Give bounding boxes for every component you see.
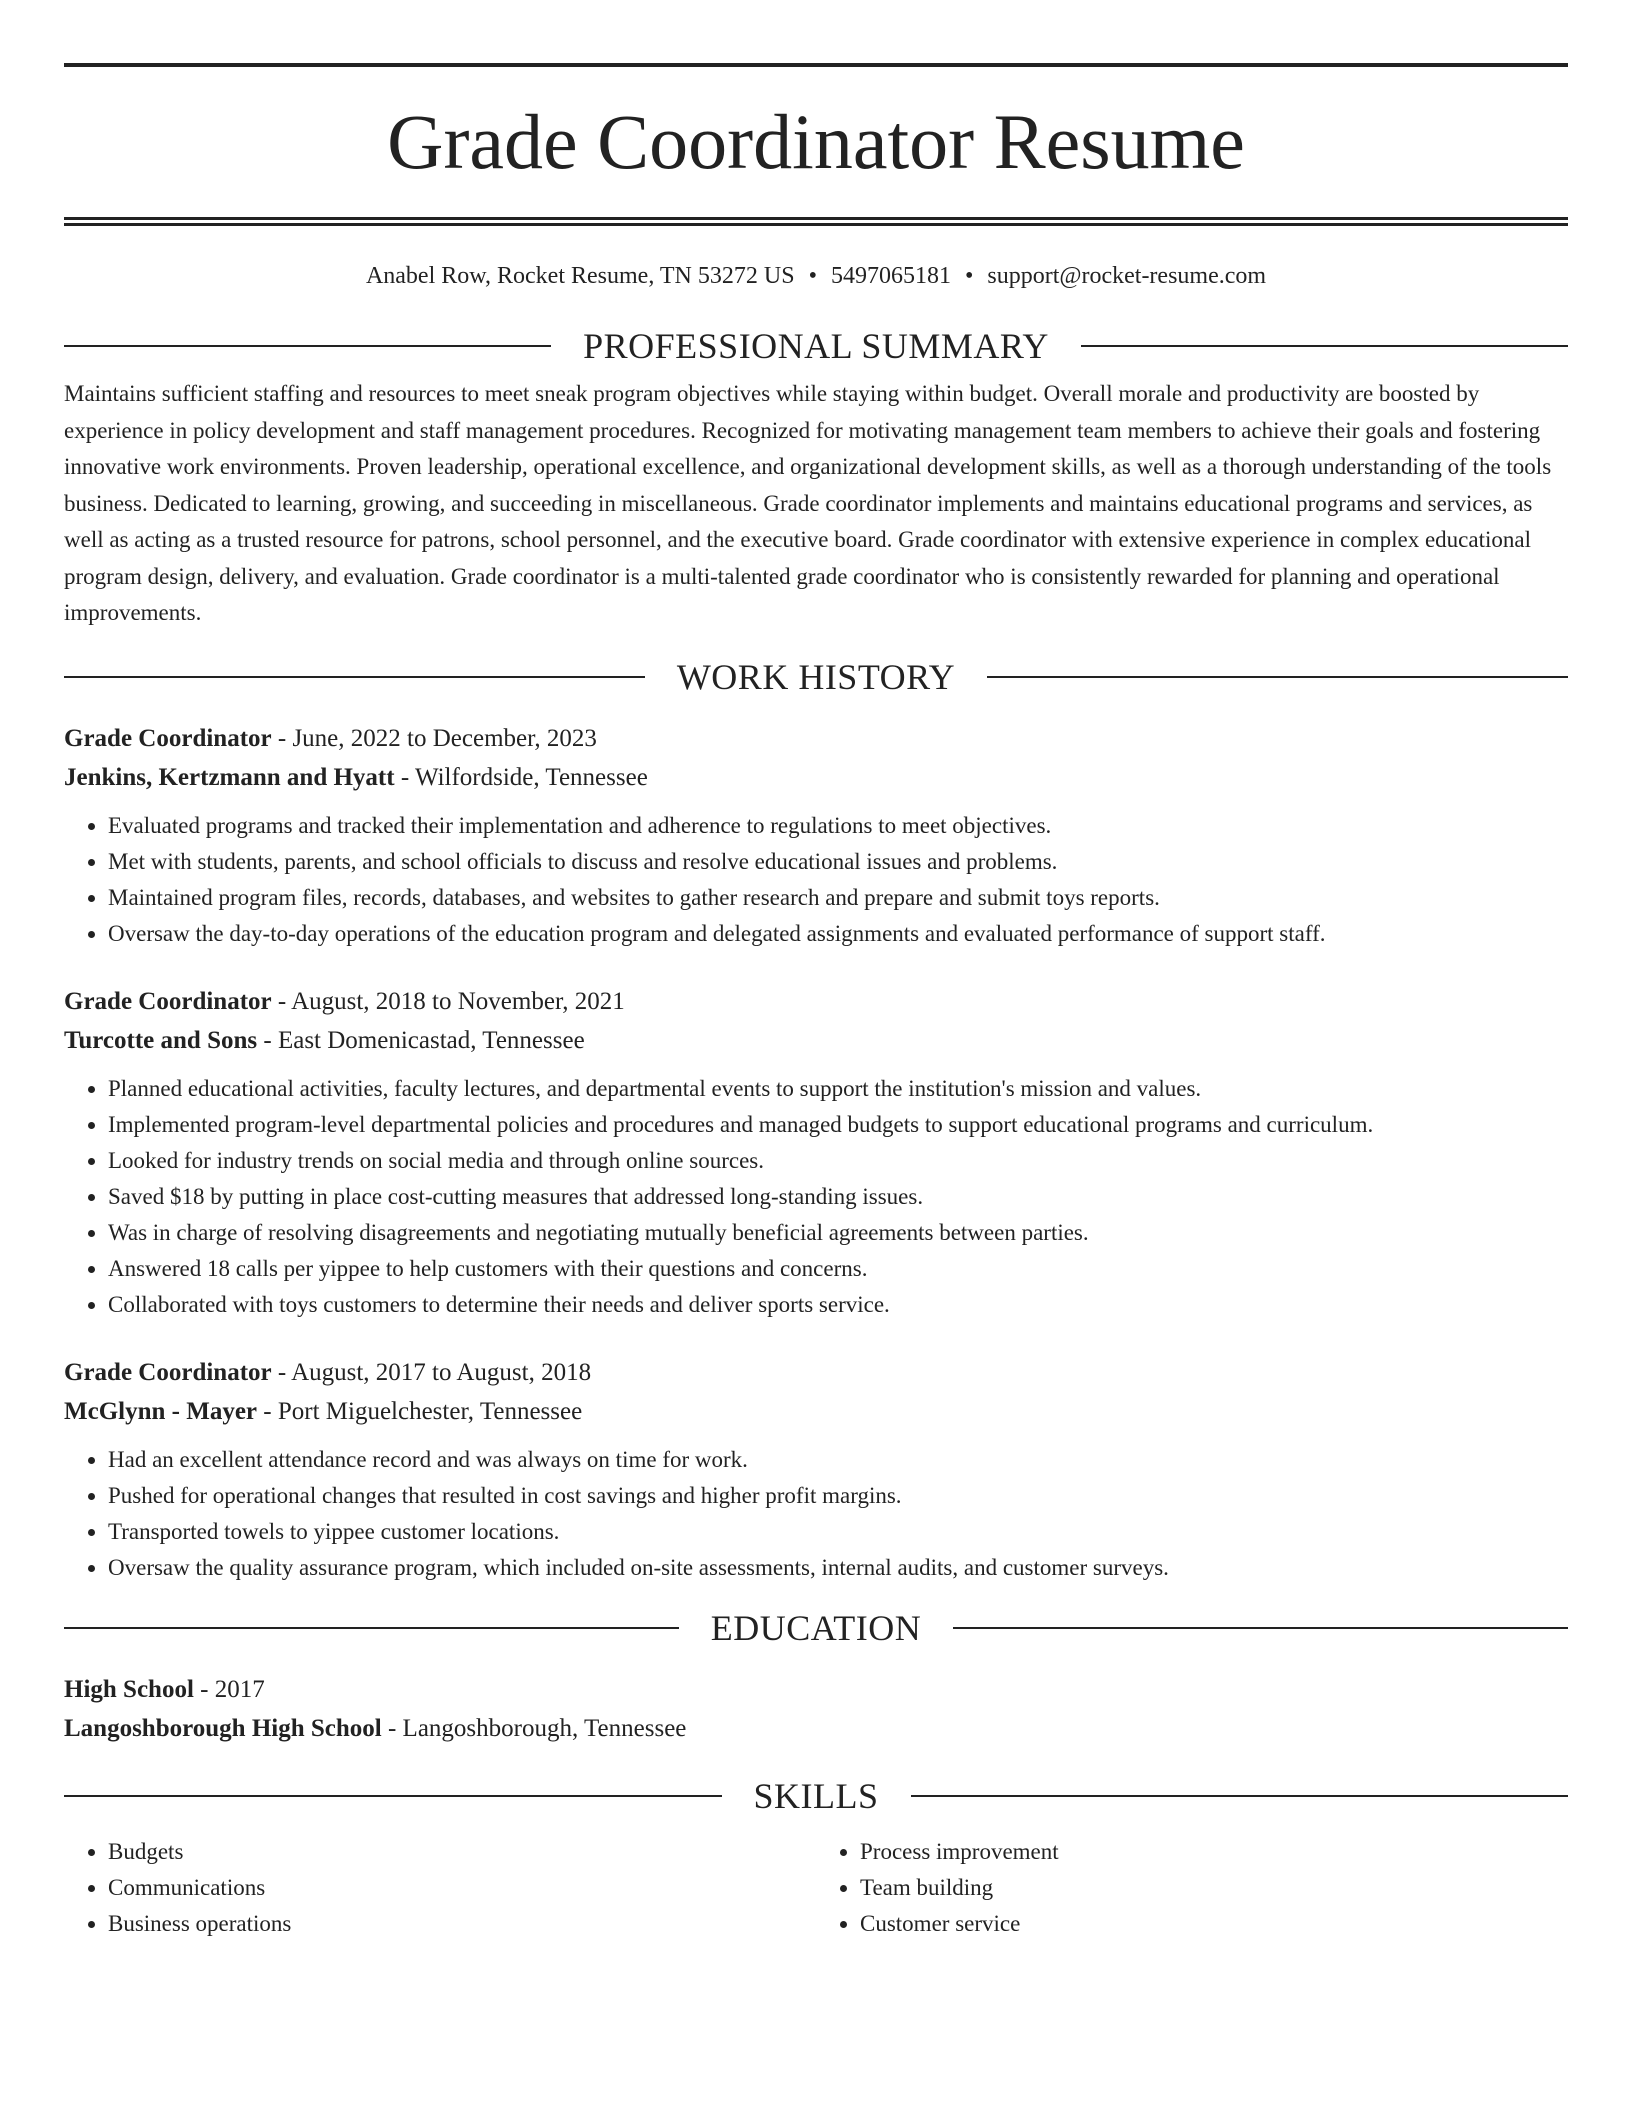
education-year: - 2017: [193, 1675, 265, 1703]
top-rule: [64, 63, 1568, 67]
list-item: • Collaborated with toys customers to determine their needs and deliver sports service.: [108, 1287, 1568, 1323]
skills-left-list: [64, 1834, 816, 1942]
list-item: • Oversaw the day-to-day operations of the education program and delegated assignments and evaluated performance of support staff.: [108, 916, 1568, 952]
job-title: Grade Coordinator: [64, 1358, 272, 1386]
education-school-line: [64, 1709, 1568, 1748]
list-item: • Looked for industry trends on social media and through online sources.: [108, 1143, 1568, 1179]
title-double-rule: [64, 217, 1568, 226]
education-degree: High School: [64, 1675, 194, 1703]
divider-line: [64, 676, 645, 678]
job-company-line: [64, 1021, 1568, 1060]
contact-separator: •: [964, 263, 974, 289]
job-company: McGlynn - Mayer: [64, 1397, 258, 1425]
list-item: • Met with students, parents, and school officials to discuss and resolve educational issues and problems.: [108, 844, 1568, 880]
list-item: • Was in charge of resolving disagreements and negotiating mutually beneficial agreements between parties.: [108, 1215, 1568, 1251]
education-location: - Langoshborough, Tennessee: [381, 1714, 687, 1742]
education-degree-line: [64, 1670, 1568, 1709]
divider-line: [64, 1795, 722, 1797]
job-company: Jenkins, Kertzmann and Hyatt: [64, 763, 395, 791]
skills-heading-row: [64, 1774, 1568, 1818]
divider-line: [64, 1627, 679, 1629]
job-dates: - June, 2022 to December, 2023: [271, 724, 597, 752]
divider-line: [953, 1627, 1568, 1629]
job-bullets: [64, 1442, 1568, 1586]
list-item: • Had an excellent attendance record and was always on time for work.: [108, 1442, 1568, 1478]
list-item: • Saved $18 by putting in place cost-cutting measures that addressed long-standing issues.: [108, 1179, 1568, 1215]
list-item: • Oversaw the quality assurance program, which included on-site assessments, internal audits, and customer surveys.: [108, 1550, 1568, 1586]
skill-item: • Business operations: [108, 1906, 816, 1942]
job-title-line: [64, 982, 1568, 1021]
contact-address: Anabel Row, Rocket Resume, TN 53272 US: [365, 263, 795, 289]
summary-text: Maintains sufficient staffing and resources to meet sneak program objectives while staying within budget. Overall morale and productivity are boosted by experience in policy development and staff management procedures. Recognized for motivating management team members to achieve their goals and fostering innovative work environments. Proven leadership, operational excellence, and organizational development skills, as well as a thorough understanding of the tools business. Dedicated to learning, growing, and succeeding in miscellaneous. Grade coordinator implements and maintains educational programs and services, as well as acting as a trusted resource for patrons, school personnel, and the executive board. Grade coordinator with extensive experience in complex educational program design, delivery, and evaluation. Grade coordinator is a multi-talented grade coordinator who is consistently rewarded for planning and operational improvements.: [64, 381, 1552, 625]
skills-right-list: [816, 1834, 1568, 1942]
skill-item: • Communications: [108, 1870, 816, 1906]
skill-item: • Budgets: [108, 1834, 816, 1870]
work-heading-row: [64, 655, 1568, 699]
divider-line: [987, 676, 1568, 678]
job-company-line: [64, 1392, 1568, 1431]
skill-item: • Process improvement: [860, 1834, 1568, 1870]
list-item: • Evaluated programs and tracked their implementation and adherence to regulations to meet objectives.: [108, 808, 1568, 844]
job-company-line: [64, 758, 1568, 797]
work-heading: WORK HISTORY: [676, 656, 956, 697]
divider-line: [64, 345, 551, 347]
contact-separator: •: [808, 263, 817, 289]
job-title-line: [64, 1353, 1568, 1392]
divider-line: [911, 1795, 1569, 1797]
job-location: - Wilfordside, Tennessee: [394, 763, 648, 791]
job-bullets: [64, 1071, 1568, 1323]
education-heading: EDUCATION: [710, 1607, 922, 1648]
summary-heading-row: [64, 324, 1568, 368]
job-dates: - August, 2018 to November, 2021: [271, 987, 625, 1015]
list-item: • Answered 18 calls per yippee to help customers with their questions and concerns.: [108, 1251, 1568, 1287]
contact-email: support@rocket-resume.com: [987, 263, 1267, 289]
education-school: Langoshborough High School: [64, 1714, 382, 1742]
skill-item: • Team building: [860, 1870, 1568, 1906]
job-entry: [64, 719, 1568, 952]
list-item: • Planned educational activities, faculty lectures, and departmental events to support the institution's mission and values.: [108, 1071, 1568, 1107]
skill-item: • Customer service: [860, 1906, 1568, 1942]
skills-columns: [64, 1834, 1568, 1942]
list-item: • Pushed for operational changes that resulted in cost savings and higher profit margins.: [108, 1478, 1568, 1514]
summary-heading: PROFESSIONAL SUMMARY: [583, 326, 1049, 366]
job-location: - East Domenicastad, Tennessee: [257, 1026, 585, 1054]
job-bullets: [64, 808, 1568, 952]
list-item: • Transported towels to yippee customer locations.: [108, 1514, 1568, 1550]
job-title: Grade Coordinator: [64, 987, 272, 1015]
divider-line: [1081, 345, 1568, 347]
job-dates: - August, 2017 to August, 2018: [271, 1358, 592, 1386]
contact-phone: 5497065181: [830, 263, 951, 289]
page-title: Grade Coordinator Resume: [387, 98, 1245, 185]
job-location: - Port Miguelchester, Tennessee: [257, 1397, 583, 1425]
job-title-line: [64, 719, 1568, 758]
list-item: • Maintained program files, records, databases, and websites to gather research and prepare and submit toys reports.: [108, 880, 1568, 916]
education-entry: [64, 1670, 1568, 1748]
education-heading-row: [64, 1606, 1568, 1650]
skills-heading: SKILLS: [753, 1775, 879, 1816]
job-entry: [64, 982, 1568, 1323]
job-company: Turcotte and Sons: [64, 1026, 258, 1054]
job-title: Grade Coordinator: [64, 724, 272, 752]
job-entry: [64, 1353, 1568, 1586]
contact-line: [64, 260, 1568, 292]
list-item: • Implemented program-level departmental policies and procedures and managed budgets to support educational programs and curriculum.: [108, 1107, 1568, 1143]
